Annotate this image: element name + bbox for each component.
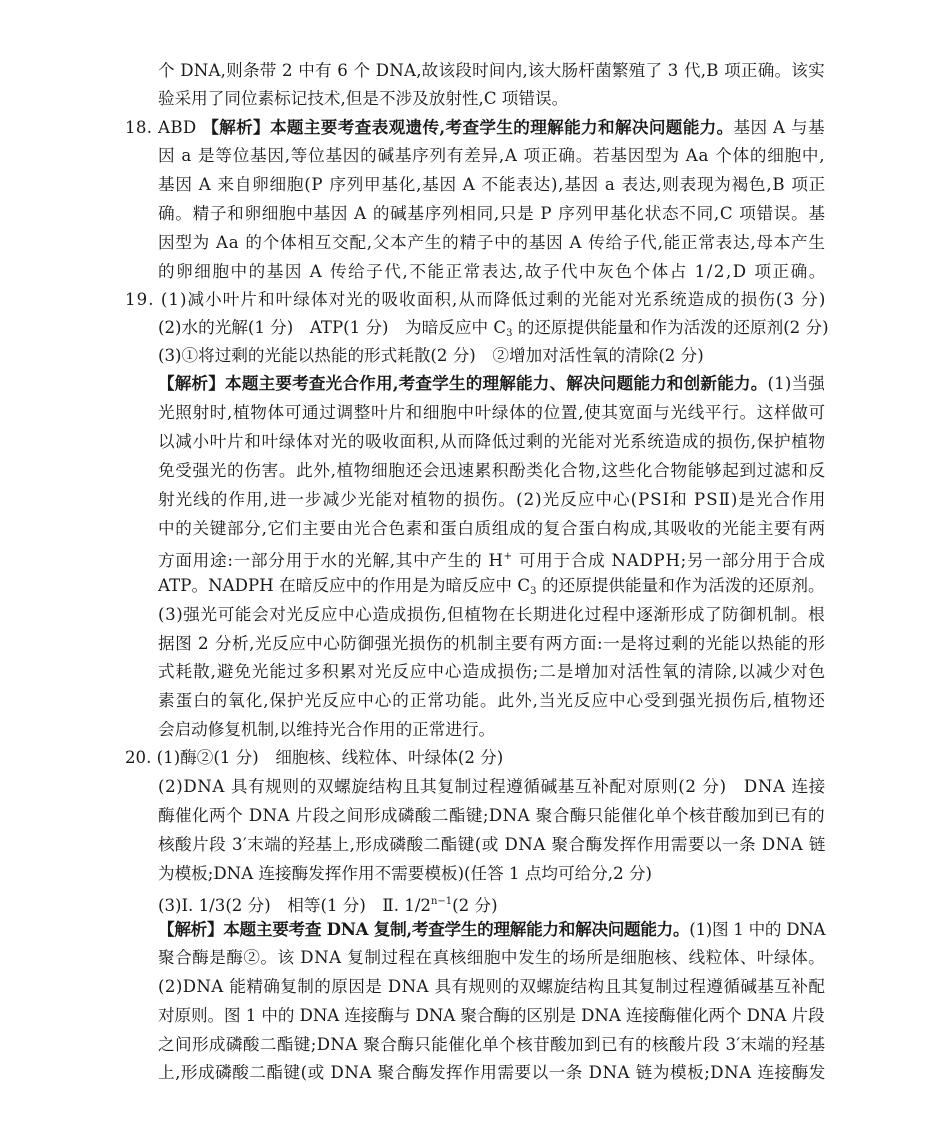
text-segment: (2)DNA 具有规则的双螺旋结构且其复制过程遵循碱基互补配对原则(2 分) DNA 连接 [158, 777, 826, 796]
text-segment: (1)当强 [767, 374, 826, 393]
text-line [158, 456, 826, 485]
text-segment: 中的关键部分,它们主要由光合色素和蛋白质组成的复合蛋白构成,其吸收的光能主要有两 [158, 519, 826, 538]
text-segment: 会启动修复机制,以维持光合作用的正常进行。 [158, 720, 496, 739]
text-segment: 素蛋白的氧化,保护光反应中心的正常功能。此外,当光反应中心受到强光损伤后,植物还 [158, 691, 826, 710]
text-line [158, 369, 825, 398]
text-segment: 上,形成磷酸二酯键(或 DNA 聚合酶发挥作用需要以一条 DNA 链为模板;DNA 连接酶发 [158, 1063, 826, 1082]
text-line [158, 1058, 826, 1087]
text-segment: 式耗散,避免光能过多积累对光反应中心造成损伤;二是增加对活性氧的清除,以减少对色 [158, 662, 827, 681]
text-segment: 因型为 Aa 的个体相互交配,父本产生的精子中的基因 A 传给子代,能正常表达,母本产生 [158, 233, 826, 252]
text-line [158, 485, 826, 514]
text-line [158, 514, 826, 543]
text-segment: 聚合酶是酶②。该 DNA 复制过程在真核细胞中发生的场所是细胞核、线粒体、叶绿体。 [158, 948, 826, 967]
text-segment: 基因 A 来自卵细胞(P 序列甲基化,基因 A 不能表达),基因 a 表达,则表现为褐色,B 项正 [158, 175, 827, 194]
subscript: 3 [530, 586, 537, 597]
text-segment: (2 分) [452, 896, 498, 915]
text-line [158, 571, 825, 600]
text-line [158, 84, 568, 113]
text-line [125, 113, 825, 142]
text-segment: 个 DNA,则条带 2 中有 6 个 DNA,故该段时间内,该大肠杆菌繁殖了 3 代,B 项正确。该实 [158, 61, 825, 80]
text-segment: 核酸片段 3′末端的羟基上,形成磷酸二酯键(或 DNA 聚合酶发挥作用需要以一条 DNA 链 [158, 835, 826, 854]
text-segment: 为模板;DNA 连接酶发挥作用不需要模板)(任答 1 点均可给分,2 分) [158, 864, 652, 883]
text-line [158, 859, 652, 888]
subscript: 3 [506, 328, 513, 339]
text-segment: 对原则。图 1 中的 DNA 连接酶与 DNA 聚合酶的区别是 DNA 连接酶催化两个 DNA 片段 [158, 1006, 825, 1025]
text-segment: 的还原提供能量和作为活泼的还原剂(2 分) [512, 318, 829, 337]
text-line [158, 801, 825, 830]
text-line [158, 629, 825, 658]
text-segment: 的还原提供能量和作为活泼的还原剂。 [536, 576, 825, 595]
text-segment: 方面用途:一部分用于水的光解,其中产生的 H [158, 551, 504, 570]
text-line [158, 772, 826, 801]
text-line [158, 170, 826, 199]
text-segment: 光照射时,植物体可通过调整叶片和细胞中叶绿体的位置,使其宽面与光线平行。这样做可 [158, 403, 826, 422]
text-line [125, 285, 826, 314]
text-line [158, 141, 825, 170]
text-segment: 射光线的作用,进一步减少光能对植物的损伤。(2)光反应中心(PSⅠ和 PSⅡ)是光合作用 [158, 490, 827, 509]
text-segment: 酶催化两个 DNA 片段之间形成磷酸二酯键;DNA 聚合酶只能催化单个核苷酸加到已有的 [158, 806, 826, 825]
text-segment: (2)水的光解(1 分) ATP(1 分) 为暗反应中 C [158, 318, 507, 337]
text-line [158, 313, 829, 342]
text-segment: 之间形成磷酸二酯键;DNA 聚合酶只能催化单个核苷酸加到已有的核酸片段 3′末端的羟基 [158, 1035, 826, 1054]
bold-heading-segment: 【解析】本题主要考查 DNA 复制,考查学生的理解能力和解决问题能力。 [158, 919, 690, 939]
text-segment: ATP。NADPH 在暗反应中的作用是为暗反应中 C [158, 576, 531, 595]
text-line [158, 542, 826, 571]
text-segment: 18. ABD [125, 118, 203, 137]
text-line [158, 915, 825, 944]
superscript: n−1 [430, 896, 453, 907]
text-line [158, 715, 495, 744]
text-segment: 20. (1)酶②(1 分) 细胞核、线粒体、叶绿体(2 分) [125, 748, 504, 767]
text-line [158, 398, 826, 427]
text-line [158, 830, 826, 859]
bold-heading-segment: 【解析】本题主要考查光合作用,考查学生的理解能力、解决问题能力和创新能力。 [158, 373, 768, 393]
text-line [158, 600, 825, 629]
text-segment: 因 a 是等位基因,等位基因的碱基序列有差异,A 项正确。若基因型为 Aa 个体的细胞中, [158, 146, 826, 165]
text-segment: 可用于合成 NADPH;另一部分用于合成 [512, 551, 826, 570]
bold-heading-segment: 【解析】本题主要考查表观遗传,考查学生的理解能力和解决问题能力。 [202, 117, 734, 137]
text-line [158, 1001, 824, 1030]
text-line [158, 56, 825, 85]
superscript: + [503, 551, 513, 562]
text-segment: (3)①将过剩的光能以热能的形式耗散(2 分) ②增加对活性氧的清除(2 分) [158, 346, 704, 365]
text-line [158, 341, 704, 370]
text-segment: (3)强光可能会对光反应中心造成损伤,但植物在长期进化过程中逐渐形成了防御机制。根 [158, 605, 826, 624]
text-segment: 的卵细胞中的基因 A 传给子代,不能正常表达,故子代中灰色个体占 1/2,D 项正确。 [158, 262, 827, 281]
text-line [158, 972, 825, 1001]
text-segment: 以减小叶片和叶绿体对光的吸收面积,从而降低过剩的光能对光系统造成的损伤,保护植物 [158, 432, 826, 451]
text-line [158, 427, 826, 456]
text-line [158, 686, 826, 715]
text-line [125, 743, 503, 772]
text-line [158, 943, 825, 972]
text-line [158, 199, 826, 228]
text-segment: (2)DNA 能精确复制的原因是 DNA 具有规则的双螺旋结构且其复制过程遵循碱基互补配 [158, 977, 826, 996]
text-segment: 验采用了同位素标记技术,但是不涉及放射性,C 项错误。 [158, 89, 569, 108]
text-line [158, 657, 826, 686]
text-segment: 基因 A 与基 [733, 118, 825, 137]
text-line [158, 887, 498, 916]
text-segment: 19. (1)减小叶片和叶绿体对光的吸收面积,从而降低过剩的光能对光系统造成的损伤(3 分) [125, 290, 827, 309]
text-segment: 确。精子和卵细胞中基因 A 的碱基序列相同,只是 P 序列甲基化状态不同,C 项错误。基 [158, 204, 826, 223]
text-segment: 据图 2 分析,光反应中心防御强光损伤的机制主要有两方面:一是将过剩的光能以热能的形 [158, 634, 826, 653]
text-line [158, 1030, 825, 1059]
text-segment: (1)图 1 中的 DNA [689, 920, 826, 939]
text-segment: 免受强光的伤害。此外,植物细胞还会迅速累积酚类化合物,这些化合物能够起到过滤和反 [158, 461, 826, 480]
text-line [158, 228, 826, 257]
text-line [158, 257, 827, 286]
text-segment: (3)Ⅰ. 1/3(2 分) 相等(1 分) Ⅱ. 1/2 [158, 896, 431, 915]
